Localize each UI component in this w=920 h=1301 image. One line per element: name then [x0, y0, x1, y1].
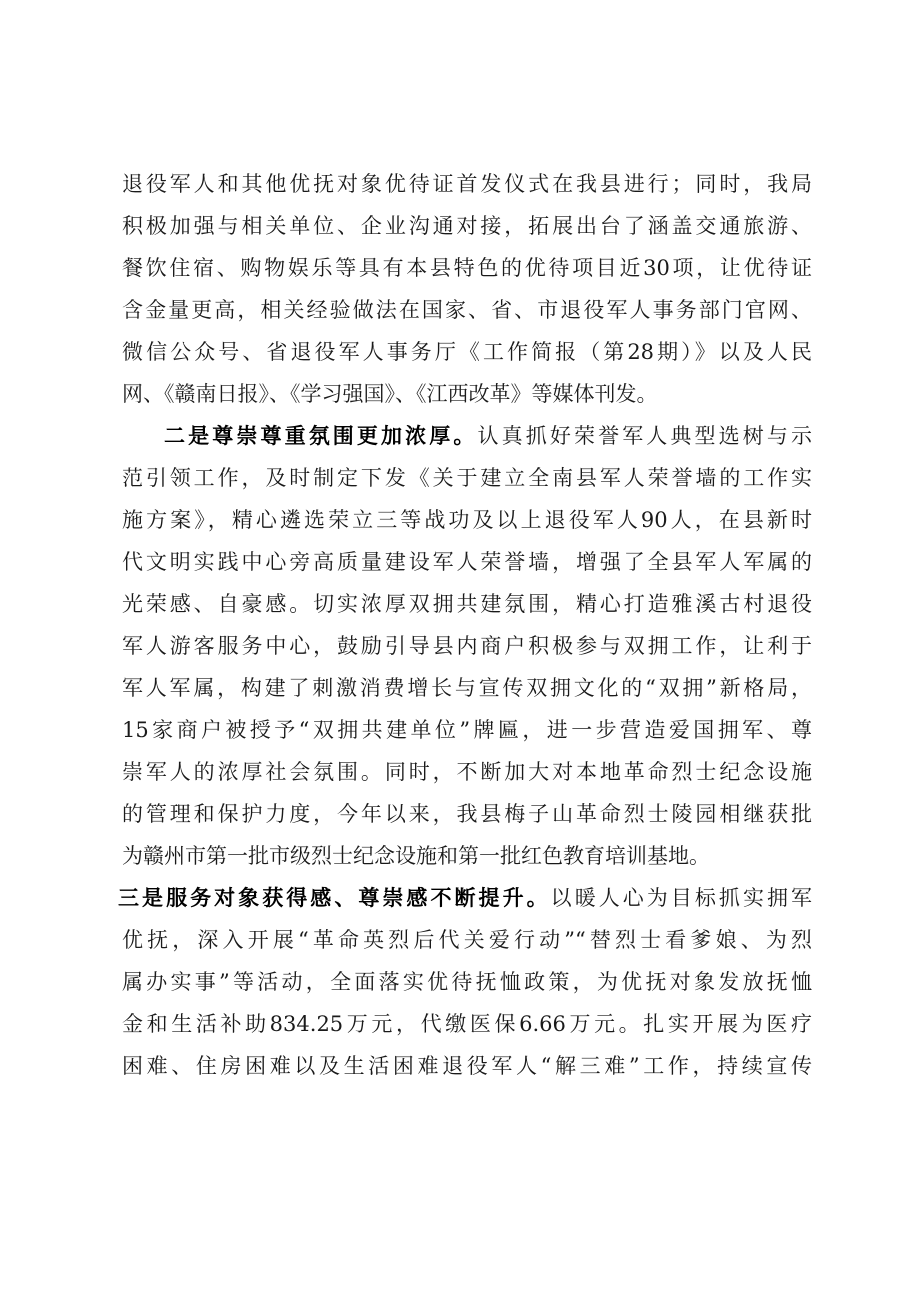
text-segment: 认真抓好荣誉军人典型选树与示	[477, 424, 812, 448]
text-line: 网、《赣南日报》、《学习强国》、《江西改革》等媒体刊发。	[122, 382, 658, 406]
text-line: 含金量更高，相关经验做法在国家、省、市退役军人事务部门官网、	[122, 298, 812, 322]
text-line: 施方案》，精心遴选荣立三等战功及以上退役军人90人，在县新时	[122, 508, 812, 532]
text-line: 的管理和保护力度，今年以来，我县梅子山革命烈士陵园相继获批	[122, 802, 812, 826]
text-line: 15家商户被授予“双拥共建单位”牌匾，进一步营造爱国拥军、尊	[122, 718, 812, 742]
text-line: 为赣州市第一批市级烈士纪念设施和第一批红色教育培训基地。	[122, 844, 710, 868]
text-line: 军人游客服务中心，鼓励引导县内商户积极参与双拥工作，让利于	[122, 634, 812, 658]
text-line: 崇军人的浓厚社会氛围。同时，不断加大对本地革命烈士纪念设施	[122, 760, 812, 784]
text-line: 退役军人和其他优抚对象优待证首发仪式在我县进行；同时，我局	[122, 172, 812, 196]
text-line: 代文明实践中心旁高质量建设军人荣誉墙，增强了全县军人军属的	[122, 550, 812, 574]
text-line: 微信公众号、省退役军人事务厅《工作简报（第28期）》以及人民	[122, 340, 812, 364]
text-line-with-heading	[118, 878, 812, 918]
text-line: 金和生活补助834.25万元，代缴医保6.66万元。扎实开展为医疗	[122, 1012, 812, 1036]
text-line: 优抚，深入开展“革命英烈后代关爱行动”“替烈士看爹娘、为烈	[122, 928, 812, 952]
text-line: 范引领工作，及时制定下发《关于建立全南县军人荣誉墙的工作实	[122, 466, 812, 490]
text-line: 军人军属，构建了刺激消费增长与宣传双拥文化的“双拥”新格局，	[122, 676, 812, 700]
text-line: 困难、住房困难以及生活困难退役军人“解三难”工作，持续宣传	[122, 1054, 812, 1078]
section-heading: 二是尊崇尊重氛围更加浓厚。	[164, 424, 478, 448]
section-heading: 三是服务对象获得感、尊崇感不断提升。	[118, 886, 551, 910]
text-line: 积极加强与相关单位、企业沟通对接，拓展出台了涵盖交通旅游、	[122, 214, 812, 238]
text-line-with-heading	[164, 416, 812, 456]
text-line: 属办实事”等活动，全面落实优待抚恤政策，为优抚对象发放抚恤	[122, 970, 812, 994]
text-segment: 以暖人心为目标抓实拥军	[550, 886, 812, 910]
text-line: 餐饮住宿、购物娱乐等具有本县特色的优待项目近30项，让优待证	[122, 256, 812, 280]
text-line: 光荣感、自豪感。切实浓厚双拥共建氛围，精心打造雅溪古村退役	[122, 592, 812, 616]
